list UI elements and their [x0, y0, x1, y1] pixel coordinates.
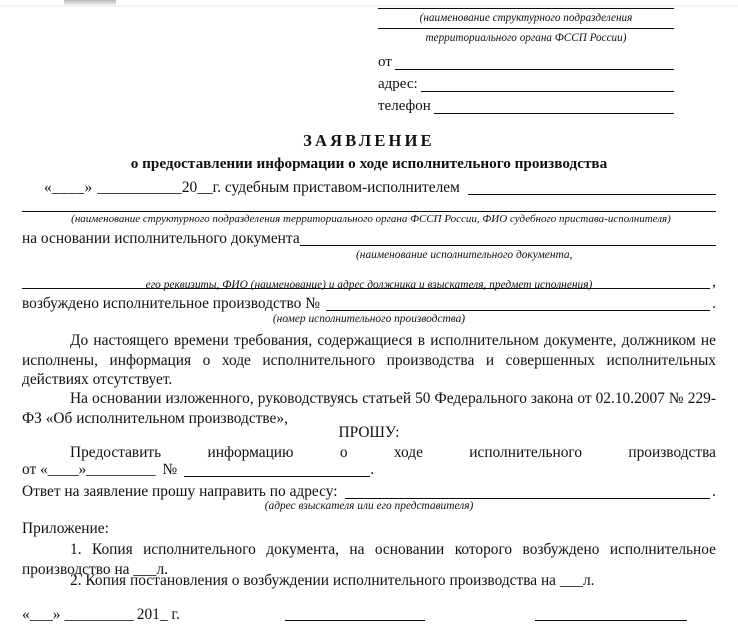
attachment-heading: Приложение:	[22, 520, 109, 537]
proceeding-number-row[interactable]	[22, 296, 716, 311]
bailiff-caption: (наименование структурного подразделения территориального органа ФССП России, ФИО судебного пристава-исполнителя)	[71, 213, 671, 225]
exec-doc-details-comma: ,	[712, 273, 716, 290]
signature-date-quote-open: «	[22, 606, 30, 623]
signature-date-month[interactable]: _________	[64, 606, 134, 623]
field-from-input[interactable]	[395, 56, 674, 70]
bailiff-caption-rule	[22, 211, 716, 212]
signature-date-year: 201_ г.	[136, 606, 180, 623]
date-quote-open: «	[44, 179, 52, 196]
field-from-label: от	[378, 54, 392, 70]
request-from-day[interactable]: ____	[47, 461, 79, 478]
signature-line-left[interactable]	[285, 620, 425, 621]
paragraph-unfulfilled: До настоящего времени требования, содержащиеся в исполнительном документе, должником не исполнены, информация о ходе исполнительного производства и совершенных исполнительных действиях отсутствует.	[22, 332, 716, 389]
request-from-label: от «	[22, 461, 48, 478]
date-day-input[interactable]: ____	[51, 179, 85, 196]
exec-doc-row[interactable]	[22, 231, 716, 246]
exec-doc-input[interactable]	[300, 232, 716, 246]
field-phone-input[interactable]	[434, 100, 674, 114]
signature-date-row[interactable]	[22, 607, 322, 622]
reply-address-label: Ответ на заявление прошу направить по адресу:	[22, 483, 338, 500]
request-body: Предоставить информацию о ходе исполнительного производства	[70, 444, 716, 461]
header-caption-1: (наименование структурного подразделения	[419, 12, 633, 24]
signature-line-right[interactable]	[535, 620, 687, 621]
request-number-sign: №	[162, 461, 178, 478]
proceeding-number-period: .	[712, 295, 716, 312]
document-title: ЗАЯВЛЕНИЕ	[303, 131, 435, 150]
request-heading: ПРОШУ:	[338, 424, 400, 441]
attachment-item-2: 2. Копия постановления о возбуждении исполнительного производства на ___л.	[70, 572, 595, 589]
field-phone-label: телефон	[378, 98, 431, 114]
date-year-prefix: 20	[181, 179, 198, 196]
reply-address-period: .	[712, 483, 716, 500]
reply-address-input[interactable]	[345, 485, 711, 499]
attachment-item-1: 1. Копия исполнительного документа, на основании которого возбуждено исполнительное производство на ___л.	[22, 541, 716, 578]
signature-date-day[interactable]: ___	[29, 606, 53, 623]
field-address-label: адрес:	[378, 76, 418, 92]
date-year-suffix: г. судебным приставом-исполнителем	[212, 179, 460, 196]
proceeding-number-caption: (номер исполнительного производства)	[272, 313, 466, 325]
signature-date-quote-close: »	[52, 606, 61, 623]
date-year-input[interactable]: __	[197, 179, 213, 196]
header-caption-2: территориального органа ФССП России)	[425, 32, 627, 44]
document-subtitle: о предоставлении информации о ходе исполнительного производства	[130, 155, 608, 172]
proceeding-number-input[interactable]	[326, 297, 710, 311]
exec-doc-label: на основании исполнительного документа	[22, 230, 300, 247]
reply-address-row[interactable]	[22, 484, 716, 499]
addressee-header-block	[378, 8, 674, 114]
request-from-month[interactable]: _________	[86, 461, 156, 478]
exec-doc-details-caption: его реквизиты, ФИО (наименование) и адрес должника и взыскателя, предмет исполнения)	[145, 279, 593, 291]
request-from-row[interactable]	[22, 462, 716, 477]
claimant-address-caption: (адрес взыскателя или его представителя)	[264, 500, 474, 512]
date-bailiff-row[interactable]	[44, 180, 716, 195]
paragraph-legal-basis: На основании изложенного, руководствуясь статьей 50 Федерального закона от 02.10.2007 № 229-ФЗ «Об исполнительном производстве»,	[22, 390, 716, 427]
request-from-quote: »	[78, 461, 87, 478]
exec-doc-name-caption: (наименование исполнительного документа,	[356, 249, 573, 261]
bailiff-name-input[interactable]	[468, 181, 716, 195]
date-quote-close: »	[84, 179, 93, 196]
scan-artifact-band	[0, 5, 738, 7]
field-address[interactable]	[378, 77, 674, 92]
field-from[interactable]	[378, 55, 674, 70]
field-address-input[interactable]	[421, 78, 674, 92]
date-month-input[interactable]: ___________	[97, 179, 182, 196]
request-number-input[interactable]	[184, 464, 370, 477]
proceeding-number-label: возбуждено исполнительное производство №	[22, 295, 320, 312]
field-phone[interactable]	[378, 99, 674, 114]
request-period: .	[370, 461, 375, 478]
